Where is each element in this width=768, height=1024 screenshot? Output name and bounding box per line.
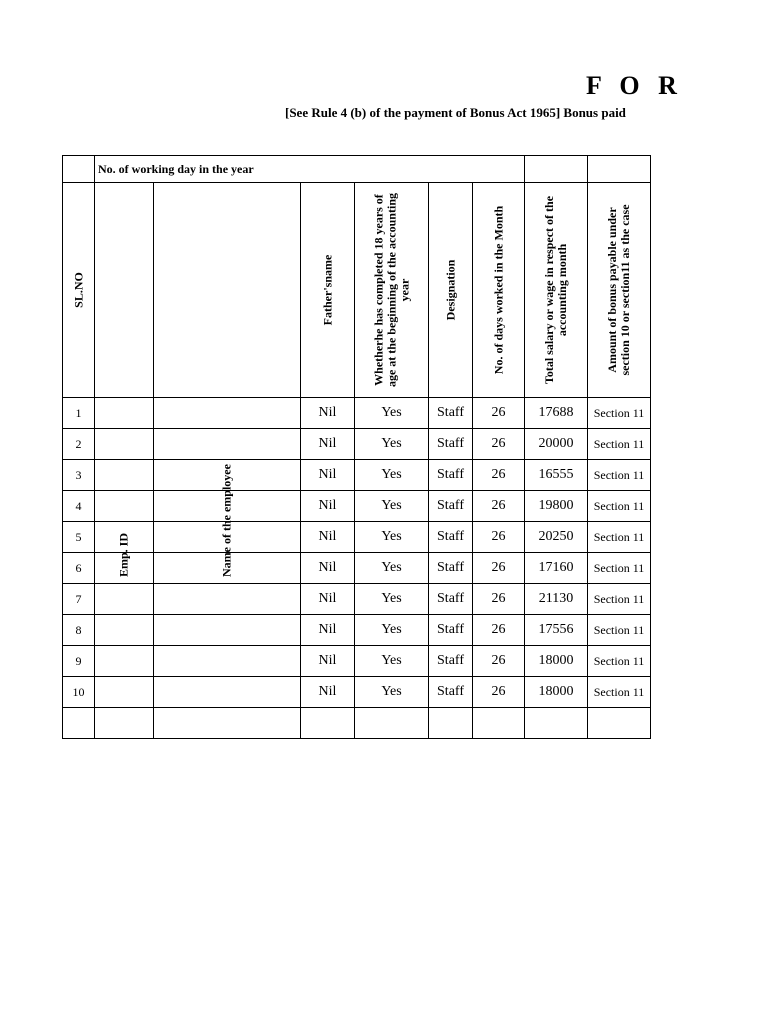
father-name-cell: Nil xyxy=(301,615,355,646)
col-header-father-name-text: Father'sname xyxy=(320,254,334,326)
sl-no-cell: 10 xyxy=(63,677,95,708)
col-header-bonus-amount-text: Amount of bonus payable under section 10 or section11 as the case xyxy=(605,204,632,376)
blank-cell xyxy=(473,708,525,739)
blank-cell xyxy=(525,708,588,739)
days-worked-cell: 26 xyxy=(473,584,525,615)
age18-cell: Yes xyxy=(355,460,429,491)
days-worked-cell: 26 xyxy=(473,615,525,646)
total-salary-cell: 18000 xyxy=(525,646,588,677)
table-row xyxy=(63,522,651,553)
emp-id-cell xyxy=(95,615,154,646)
father-name-cell: Nil xyxy=(301,584,355,615)
days-worked-cell: 26 xyxy=(473,677,525,708)
table-row xyxy=(63,460,651,491)
table-row xyxy=(63,429,651,460)
designation-cell: Staff xyxy=(429,553,473,584)
header-row xyxy=(63,183,651,398)
father-name-cell: Nil xyxy=(301,553,355,584)
total-salary-cell: 21130 xyxy=(525,584,588,615)
days-worked-cell: 26 xyxy=(473,398,525,429)
bonus-section-cell: Section 11 xyxy=(588,646,651,677)
col-header-age18-text: Whetherhe has completed 18 years of age at the beginning of the accounting year xyxy=(371,193,411,388)
father-name-cell: Nil xyxy=(301,429,355,460)
working-day-value-cell xyxy=(525,156,588,183)
blank-cell xyxy=(588,156,651,183)
age18-cell: Yes xyxy=(355,553,429,584)
blank-cell xyxy=(301,708,355,739)
col-header-days-worked xyxy=(473,183,525,398)
total-salary-cell: 18000 xyxy=(525,677,588,708)
total-salary-cell: 17556 xyxy=(525,615,588,646)
col-header-age18 xyxy=(355,183,429,398)
table-row xyxy=(63,584,651,615)
blank-cell xyxy=(95,708,154,739)
age18-cell: Yes xyxy=(355,646,429,677)
designation-cell: Staff xyxy=(429,429,473,460)
total-salary-cell: 20000 xyxy=(525,429,588,460)
age18-cell: Yes xyxy=(355,677,429,708)
age18-cell: Yes xyxy=(355,398,429,429)
col-header-sl-no-text: SL.NO xyxy=(71,272,85,308)
table-row xyxy=(63,615,651,646)
blank-cell xyxy=(429,708,473,739)
emp-id-cell xyxy=(95,584,154,615)
days-worked-cell: 26 xyxy=(473,491,525,522)
bonus-section-cell: Section 11 xyxy=(588,491,651,522)
sl-no-cell: 3 xyxy=(63,460,95,491)
table-row xyxy=(63,398,651,429)
father-name-cell: Nil xyxy=(301,677,355,708)
designation-cell: Staff xyxy=(429,460,473,491)
col-header-name-text: Name of the employee xyxy=(219,464,234,577)
blank-cell xyxy=(355,708,429,739)
sl-no-cell: 9 xyxy=(63,646,95,677)
working-day-row xyxy=(63,156,651,183)
bonus-section-cell: Section 11 xyxy=(588,429,651,460)
designation-cell: Staff xyxy=(429,677,473,708)
designation-cell: Staff xyxy=(429,615,473,646)
total-salary-cell: 20250 xyxy=(525,522,588,553)
age18-cell: Yes xyxy=(355,584,429,615)
blank-row xyxy=(63,708,651,739)
age18-cell: Yes xyxy=(355,429,429,460)
bonus-section-cell: Section 11 xyxy=(588,460,651,491)
days-worked-cell: 26 xyxy=(473,646,525,677)
father-name-cell: Nil xyxy=(301,491,355,522)
sl-no-cell: 2 xyxy=(63,429,95,460)
col-header-emp-id xyxy=(95,183,154,577)
father-name-cell: Nil xyxy=(301,398,355,429)
blank-cell xyxy=(154,708,301,739)
col-header-name xyxy=(154,183,301,577)
table-row xyxy=(63,491,651,522)
bonus-section-cell: Section 11 xyxy=(588,553,651,584)
col-header-father-name xyxy=(301,183,355,398)
sl-no-cell: 5 xyxy=(63,522,95,553)
days-worked-cell: 26 xyxy=(473,522,525,553)
total-salary-cell: 17160 xyxy=(525,553,588,584)
designation-cell: Staff xyxy=(429,491,473,522)
col-header-emp-id-text: Emp. ID xyxy=(116,532,131,577)
designation-cell: Staff xyxy=(429,584,473,615)
col-header-total-salary-text: Total salary or wage in respect of the accounting month xyxy=(542,195,569,385)
bonus-section-cell: Section 11 xyxy=(588,398,651,429)
total-salary-cell: 16555 xyxy=(525,460,588,491)
sl-no-cell: 1 xyxy=(63,398,95,429)
designation-cell: Staff xyxy=(429,646,473,677)
col-header-designation-text: Designation xyxy=(443,259,457,321)
days-worked-cell: 26 xyxy=(473,460,525,491)
blank-cell xyxy=(588,708,651,739)
col-header-designation xyxy=(429,183,473,398)
blank-cell xyxy=(63,708,95,739)
sl-no-cell: 6 xyxy=(63,553,95,584)
father-name-cell: Nil xyxy=(301,522,355,553)
table-row xyxy=(63,677,651,708)
father-name-cell: Nil xyxy=(301,646,355,677)
form-subtitle: [See Rule 4 (b) of the payment of Bonus Act 1965] Bonus paid xyxy=(285,105,626,120)
working-day-label: No. of working day in the year xyxy=(95,156,525,183)
bonus-section-cell: Section 11 xyxy=(588,677,651,708)
age18-cell: Yes xyxy=(355,491,429,522)
bonus-section-cell: Section 11 xyxy=(588,522,651,553)
sl-no-cell: 7 xyxy=(63,584,95,615)
father-name-cell: Nil xyxy=(301,460,355,491)
col-header-sl-no xyxy=(63,183,95,398)
col-header-bonus-amount xyxy=(588,183,651,398)
bonus-section-cell: Section 11 xyxy=(588,584,651,615)
col-header-total-salary xyxy=(525,183,588,398)
employee-name-cell xyxy=(154,646,301,677)
days-worked-cell: 26 xyxy=(473,429,525,460)
age18-cell: Yes xyxy=(355,615,429,646)
table-row xyxy=(63,646,651,677)
designation-cell: Staff xyxy=(429,522,473,553)
designation-cell: Staff xyxy=(429,398,473,429)
bonus-section-cell: Section 11 xyxy=(588,615,651,646)
form-title: F O R xyxy=(586,71,683,100)
employee-name-cell xyxy=(154,584,301,615)
total-salary-cell: 19800 xyxy=(525,491,588,522)
table-row xyxy=(63,553,651,584)
employee-name-cell xyxy=(154,677,301,708)
employee-name-cell xyxy=(154,615,301,646)
total-salary-cell: 17688 xyxy=(525,398,588,429)
sl-no-cell: 4 xyxy=(63,491,95,522)
col-header-days-worked-text: No. of days worked in the Month xyxy=(491,205,505,375)
bonus-register-table xyxy=(62,155,651,739)
sl-no-cell: 8 xyxy=(63,615,95,646)
blank-cell xyxy=(63,156,95,183)
age18-cell: Yes xyxy=(355,522,429,553)
emp-id-cell xyxy=(95,646,154,677)
emp-id-cell xyxy=(95,677,154,708)
days-worked-cell: 26 xyxy=(473,553,525,584)
